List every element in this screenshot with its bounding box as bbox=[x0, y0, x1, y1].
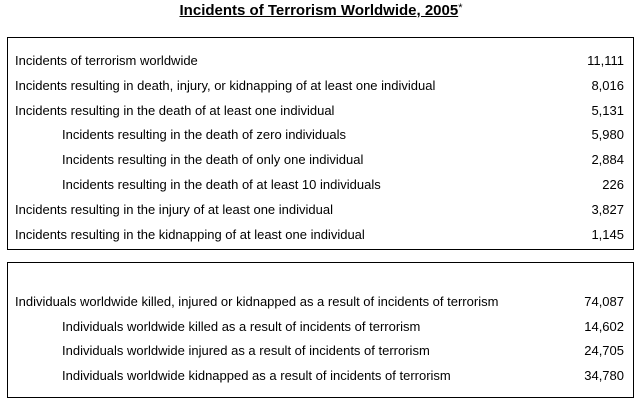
row-value: 226 bbox=[602, 177, 624, 192]
row-value: 24,705 bbox=[584, 343, 624, 358]
row-label: Incidents of terrorism worldwide bbox=[15, 53, 198, 68]
row-value: 1,145 bbox=[591, 227, 624, 242]
table-row bbox=[8, 291, 633, 313]
table-row bbox=[8, 124, 633, 146]
table-row bbox=[8, 50, 633, 72]
row-label: Incidents resulting in the death of at least one individual bbox=[15, 103, 335, 118]
row-label: Incidents resulting in the death of at least 10 individuals bbox=[62, 177, 381, 192]
row-label: Incidents resulting in the kidnapping of at least one individual bbox=[15, 227, 365, 242]
row-value: 74,087 bbox=[584, 294, 624, 309]
table-row bbox=[8, 100, 633, 122]
row-value: 34,780 bbox=[584, 368, 624, 383]
row-value: 14,602 bbox=[584, 319, 624, 334]
row-label: Individuals worldwide kidnapped as a result of incidents of terrorism bbox=[62, 368, 451, 383]
table-row bbox=[8, 174, 633, 196]
row-label: Incidents resulting in the death of only one individual bbox=[62, 152, 364, 167]
row-value: 3,827 bbox=[591, 202, 624, 217]
row-value: 8,016 bbox=[591, 78, 624, 93]
title-footnote-mark: * bbox=[458, 2, 463, 14]
page-title bbox=[0, 1, 642, 22]
row-value: 2,884 bbox=[591, 152, 624, 167]
table-row bbox=[8, 340, 633, 362]
row-label: Individuals worldwide killed, injured or kidnapped as a result of incidents of terrorism bbox=[15, 294, 499, 309]
table-row bbox=[8, 199, 633, 221]
row-label: Individuals worldwide killed as a result of incidents of terrorism bbox=[62, 319, 421, 334]
title-text: Incidents of Terrorism Worldwide, 2005 bbox=[179, 2, 459, 19]
row-value: 11,111 bbox=[587, 53, 624, 68]
row-label: Individuals worldwide injured as a result of incidents of terrorism bbox=[62, 343, 430, 358]
table-row bbox=[8, 365, 633, 387]
incidents-panel bbox=[7, 37, 634, 250]
table-row bbox=[8, 149, 633, 171]
row-label: Incidents resulting in the death of zero individuals bbox=[62, 127, 347, 142]
table-row bbox=[8, 224, 633, 246]
table-row bbox=[8, 316, 633, 338]
individuals-panel bbox=[7, 262, 634, 398]
row-label: Incidents resulting in death, injury, or kidnapping of at least one individual bbox=[15, 78, 436, 93]
row-value: 5,131 bbox=[591, 103, 624, 118]
row-value: 5,980 bbox=[591, 127, 624, 142]
row-label: Incidents resulting in the injury of at least one individual bbox=[15, 202, 333, 217]
table-row bbox=[8, 75, 633, 97]
